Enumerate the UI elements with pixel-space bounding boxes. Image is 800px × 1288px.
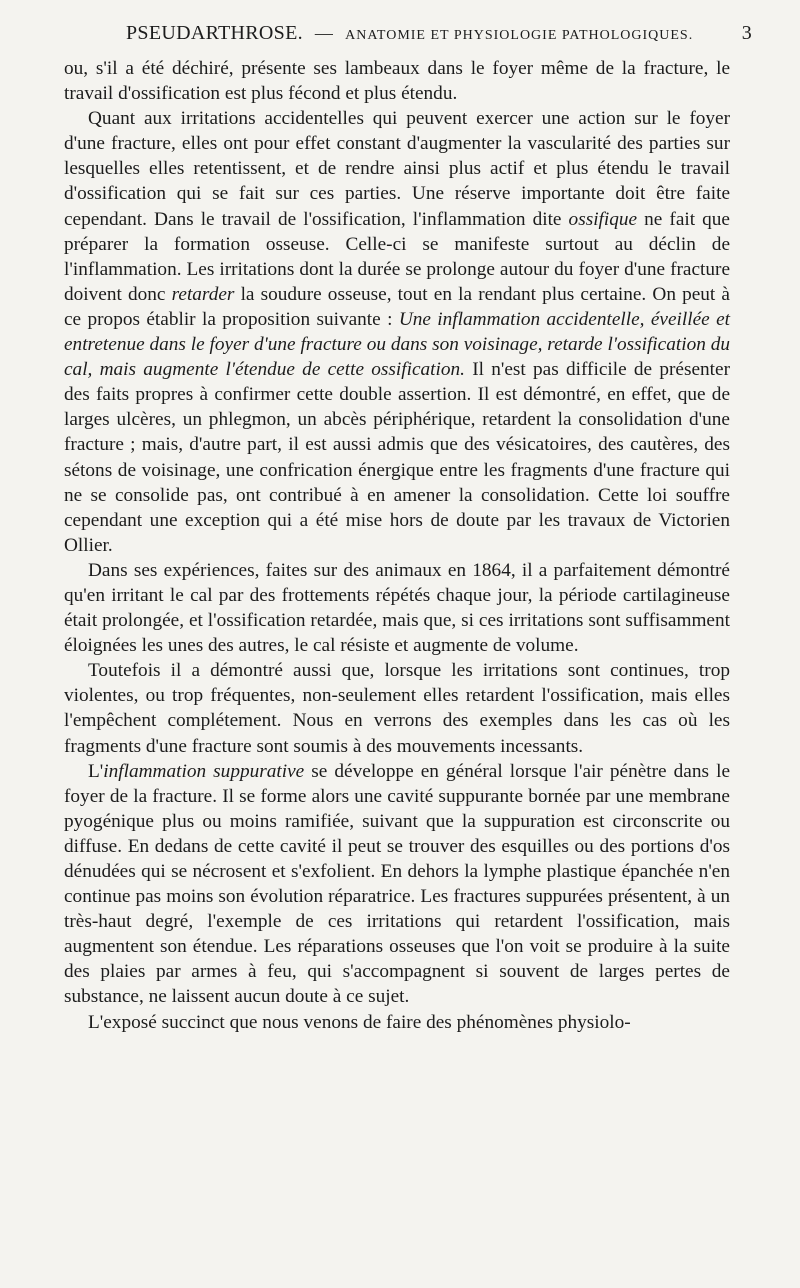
paragraph-text: la soudure osseuse, tout en la rendant plus certaine. On peut à ce propos établir la proposition suivante :: [64, 283, 730, 330]
running-head: [64, 22, 752, 56]
paragraph-expose: [64, 1010, 730, 1035]
paragraph-suppurative: [64, 759, 730, 1010]
italic-term: ossifique: [568, 208, 638, 230]
paragraph-text: Toutefois il a démontré aussi que, lorsque les irritations sont continues, trop violentes, ou trop fréquentes, non-seulement elles retardent l'ossification, mais elles l'empêchent complétement. Nous en verrons des exemples dans les cas où les fragments d'une fracture sont soumis à des mouvements incessants.: [64, 660, 730, 757]
running-head-subtitle: ANATOMIE ET PHYSIOLOGIE PATHOLOGIQUES.: [345, 28, 694, 43]
paragraph-text: L': [88, 760, 104, 782]
paragraph-text: L'exposé succinct que nous venons de faire des phénomènes physiolo-: [88, 1011, 631, 1033]
paragraph-continued: [64, 56, 730, 106]
page-number: 3: [741, 22, 752, 44]
paragraph-text: Dans ses expériences, faites sur des animaux en 1864, il a parfaitement démontré qu'en irritant le cal par des frottements répétés chaque jour, la période cartilagineuse était prolongée, et l'ossification retardée, mais que, si ces irritations sont suffisamment éloignées les unes des autres, le cal résiste et augmente de volume.: [64, 559, 730, 657]
italic-term: retarder: [171, 283, 235, 305]
running-head-dash: —: [314, 23, 334, 43]
paragraph-text: Quant aux irritations accidentelles qui peuvent exercer une action sur le foyer d'une fracture, elles ont pour effet constant d'augmenter la vascularité des parties sur lesquelles elles retentissent, et de rendre ainsi plus actif et plus étendu le travail d'ossification qui se fait sur ces parties. Une réserve importante doit être faite cependant. Dans le travail de l'ossification, l'inflammation dite: [64, 108, 730, 230]
paragraph-text: ne fait que préparer la formation osseuse. Celle-ci se manifeste surtout au déclin de l'inflammation. Les irritations dont la durée se prolonge autour du foyer d'une fracture doivent donc: [64, 208, 730, 305]
italic-term: inflammation suppurative: [103, 760, 305, 782]
body-text: [64, 56, 730, 1035]
paragraph-irritations: [64, 106, 730, 558]
running-head-title: PSEUDARTHROSE.: [126, 22, 303, 44]
paragraph-text: se développe en général lorsque l'air pénètre dans le foyer de la fracture. Il se forme alors une cavité suppurante bornée par une membrane pyogénique plus ou moins ramifiée, suivant que la suppuration est circonscrite ou diffuse. En dedans de cette cavité il peut se trouver des esquilles ou des portions d'os dénudées qui se nécrosent et s'exfolient. En dehors la lymphe plastique épanchée n'en continue pas moins son évolution réparatrice. Les fractures suppurées présentent, à un très-haut degré, l'exemple de ces irritations qui retardent l'ossification, mais augmentent son étendue. Les réparations osseuses que l'on voit se produire à la suite des plaies par armes à feu, qui s'accompagnent si souvent de larges pertes de substance, ne laissent aucun doute à ce sujet.: [64, 760, 730, 1008]
paragraph-text: Il n'est pas difficile de présenter des faits propres à confirmer cette double assertion. Il est démontré, en effet, que de larges ulcères, un phlegmon, un abcès périphérique, retardent la consolidation d'une fracture ; mais, d'autre part, il est aussi admis que des vésicatoires, des cautères, des sétons de voisinage, une confrication énergique entre les fragments d'une fracture qui ne se consolide pas, ont contribué à en amener la consolidation. Cette loi souffre cependant une exception qui a été mise hors de doute par les travaux de Victorien Ollier.: [64, 359, 730, 556]
paragraph-experiences: [64, 558, 730, 658]
italic-proposition: Une inflammation accidentelle, éveillée et entretenue dans le foyer d'une fracture ou dans son voisinage, retarde l'ossification du cal, mais augmente l'étendue de cette ossification.: [64, 308, 730, 381]
paragraph-text: ou, s'il a été déchiré, présente ses lambeaux dans le foyer même de la fracture, le travail d'ossification est plus fécond et plus étendu.: [64, 58, 730, 105]
paragraph-toutefois: [64, 658, 730, 758]
running-head-left: [64, 22, 693, 45]
